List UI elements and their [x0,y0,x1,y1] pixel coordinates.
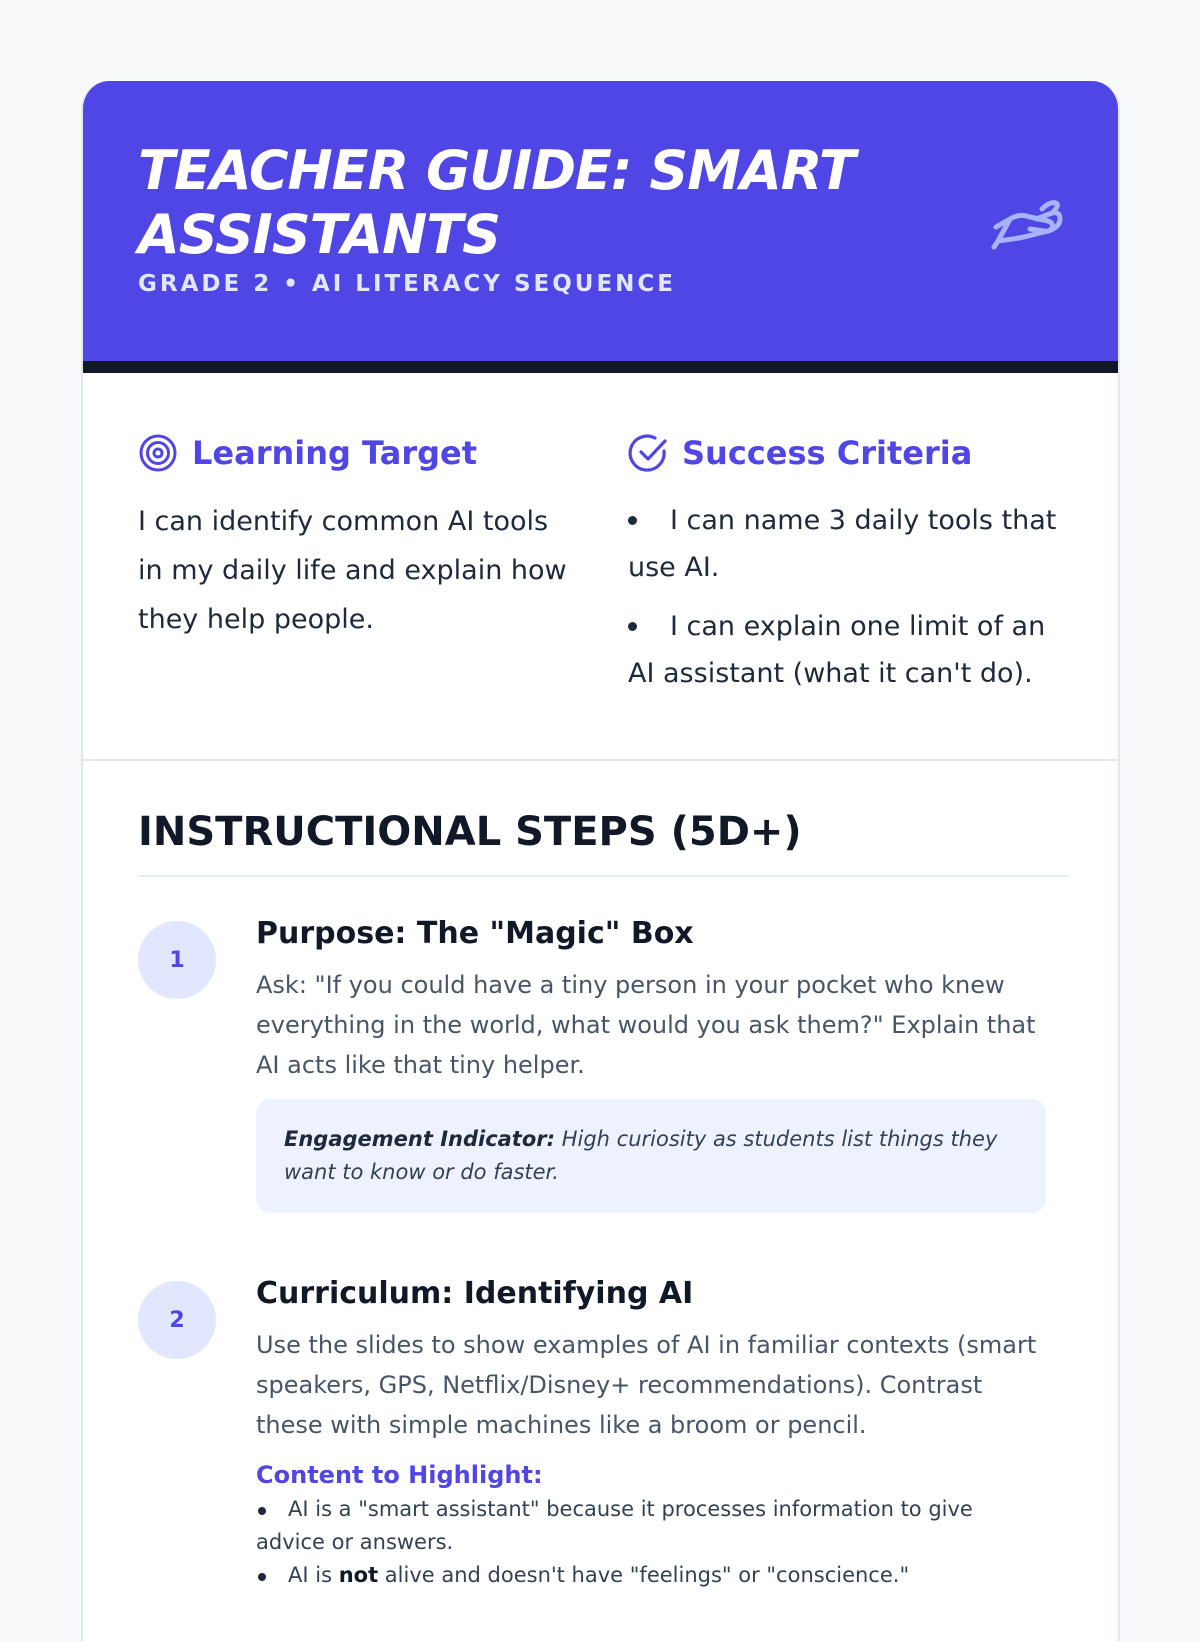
indicator-text: High curiosity as students list things they want to know or do faster. [284,1127,998,1184]
page-title: TEACHER GUIDE: SMART ASSISTANTS [138,139,855,266]
success-criteria-heading: Success Criteria [682,434,973,472]
learning-target-heading: Learning Target [192,434,478,472]
step-number-badge: 1 [138,921,216,999]
step-number-badge: 2 [138,1281,216,1359]
learning-target-text: I can identify common AI tools in my daily life and explain how they help people. [138,506,567,635]
highlight-list [256,1493,1046,1592]
target-icon [138,433,178,473]
criteria-item: I can name 3 daily tools that use AI. [628,497,1068,591]
success-criteria [628,431,1068,709]
steps-section-title: INSTRUCTIONAL STEPS (5D+) [138,809,1068,877]
criteria-list [628,497,1068,697]
teacher-guide-card [81,81,1120,1641]
highlight-item: AI is a "smart assistant" because it processes information to give advice or answers. [256,1493,1046,1559]
step-description: Use the slides to show examples of AI in familiar contexts (smart speakers, GPS, Netflix/Disney+ recommendations). Contrast these with simple machines like a broom or pencil. [256,1331,1037,1439]
check-circle-icon [628,433,668,473]
highlight-heading: Content to Highlight: [256,1461,543,1489]
targets-section [83,373,1118,761]
helping-hand-icon [990,197,1066,257]
engagement-indicator [256,1099,1046,1213]
criteria-item: I can explain one limit of an AI assistant (what it can't do). [628,603,1068,697]
step-title: Purpose: The "Magic" Box [256,916,694,951]
guide-header [83,81,1118,373]
learning-target [138,431,568,644]
step-title: Curriculum: Identifying AI [256,1276,694,1311]
indicator-label: Engagement Indicator: [284,1127,556,1151]
page-subtitle: GRADE 2 • AI LITERACY SEQUENCE [138,271,677,297]
step-description: Ask: "If you could have a tiny person in your pocket who knew everything in the world, what would you ask them?" Explain that AI acts like that tiny helper. [256,971,1036,1079]
highlight-item: AI is not alive and doesn't have "feelings" or "conscience." [256,1559,1046,1592]
